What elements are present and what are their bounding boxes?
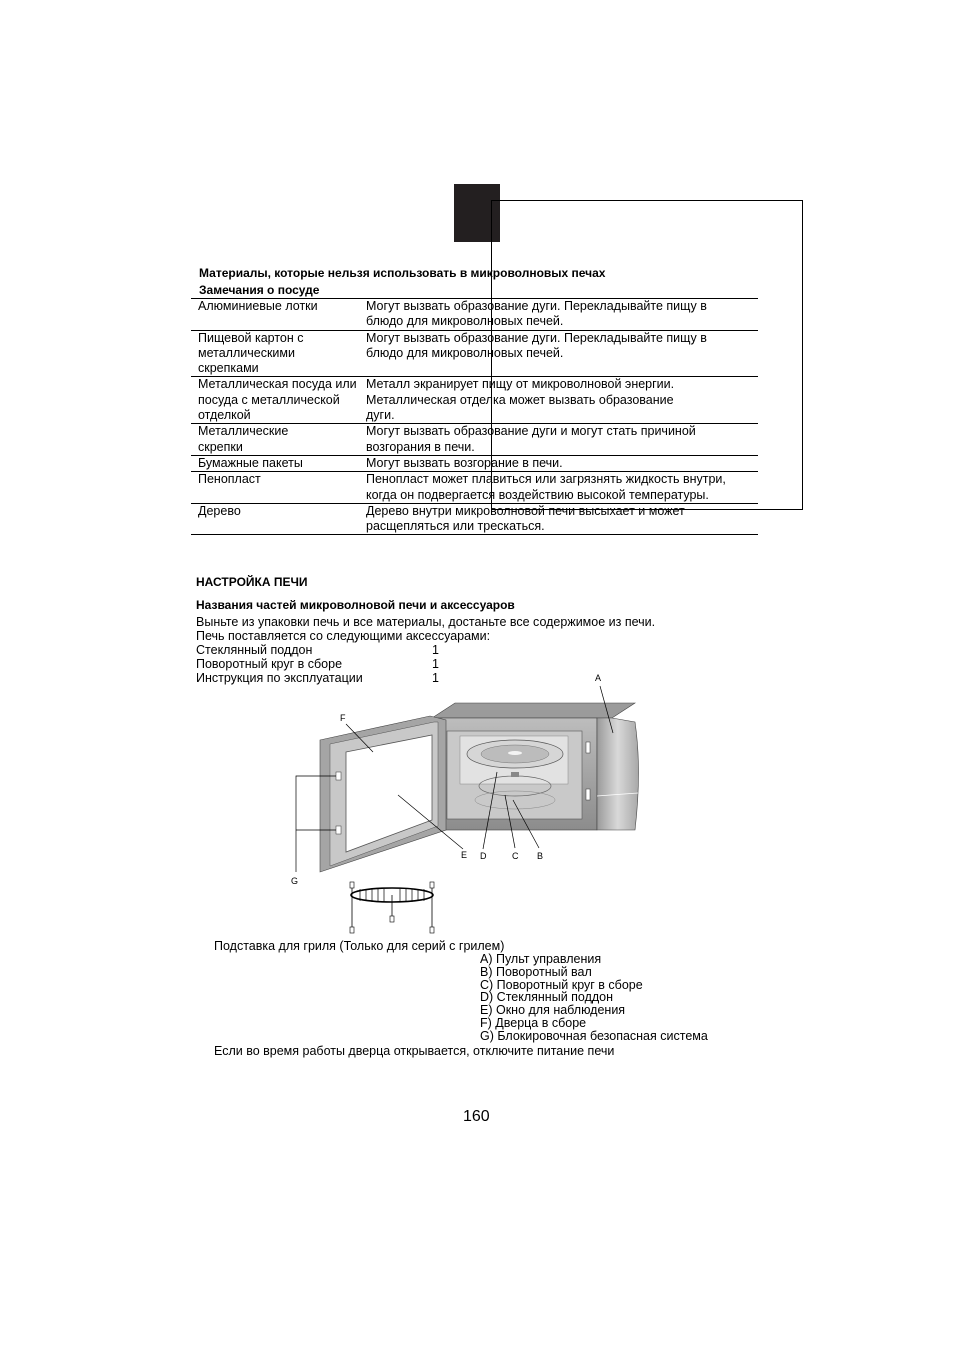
accessory-name: Инструкция по эксплуатации <box>196 671 363 685</box>
label-d: D <box>480 851 487 861</box>
accessory-qty: 1 <box>432 657 439 671</box>
legend-item: B) Поворотный вал <box>480 965 592 979</box>
table-cell-item: Металлическая посуда или посуда с металлической отделкой <box>198 377 357 423</box>
accessory-qty: 1 <box>432 671 439 685</box>
legend-item: A) Пульт управления <box>480 952 602 966</box>
label-a: A <box>595 673 602 683</box>
legend-item: G) Блокировочная безопасная система <box>480 1029 708 1043</box>
table-cell-item: Алюминиевые лотки <box>198 299 318 313</box>
intro-text: Выньте из упаковки печь и все материалы, достаньте все содержимое из печи. <box>196 615 656 629</box>
table-cell-note: Могут вызвать образование дуги. Перекладывайте пищу в блюдо для микроволновых печей. <box>366 299 707 329</box>
grill-rack-drawing <box>350 882 434 933</box>
table-cell-note: Могут вызвать образование дуги. Перекладывайте пищу в блюдо для микроволновых печей. <box>366 330 707 360</box>
table-row <box>191 503 758 535</box>
table-cell-note: Металл экранирует пищу от микроволновой энергии. Металлическая отделка может вызвать образование дуги. <box>366 377 675 423</box>
label-e: E <box>461 850 468 860</box>
latch-slot <box>586 742 590 753</box>
table-cell-note: Пенопласт может плавиться или загрязнять жидкость внутри, когда он подвергается воздействию высокой температуры. <box>366 472 726 502</box>
page-number: 160 <box>463 1108 490 1125</box>
table-cell-item: Пищевой картон с металлическими скрепками <box>198 330 304 376</box>
table-row <box>191 472 758 504</box>
setup-subtitle: Названия частей микроволновой печи и аксессуаров <box>196 598 515 612</box>
table-cell-note: Могут вызвать возгорание в печи. <box>366 455 563 470</box>
latch-slot <box>586 789 590 800</box>
label-f: F <box>340 713 346 723</box>
table-row <box>191 330 758 377</box>
table-cell-item: Дерево <box>198 503 241 518</box>
materials-table <box>191 298 758 535</box>
oven-top <box>432 703 635 718</box>
table-cell-note: Дерево внутри микроволновой печи высыхает и может расщепляться или трескаться. <box>366 503 685 534</box>
section-subtitle: Замечания о посуде <box>199 283 320 297</box>
label-c: C <box>512 851 519 861</box>
legend-item: D) Стеклянный поддон <box>480 990 614 1004</box>
table-row <box>191 299 758 331</box>
safety-warning: Если во время работы дверца открывается, отключите питание печи <box>214 1044 615 1058</box>
label-b: B <box>537 851 544 861</box>
section-title: Материалы, которые нельзя использовать в микроволновых печах <box>199 266 606 280</box>
table-cell-note: Могут вызвать образование дуги и могут стать причиной возгорания в печи. <box>366 424 696 454</box>
table-row <box>191 424 758 456</box>
microwave-diagram <box>280 668 660 943</box>
label-g: G <box>291 876 299 886</box>
intro-text: Печь поставляется со следующими аксессуарами: <box>196 629 491 643</box>
legend-item: F) Дверца в сборе <box>480 1016 587 1030</box>
table-row <box>191 377 758 424</box>
door-hook <box>336 772 341 780</box>
table-cell-item: Металлические скрепки <box>198 424 289 454</box>
accessory-name: Поворотный круг в сборе <box>196 657 343 671</box>
legend-item: C) Поворотный круг в сборе <box>480 978 643 992</box>
table-row <box>191 455 758 471</box>
grill-caption: Подставка для гриля (Только для серий с грилем) <box>214 939 505 953</box>
accessory-name: Стеклянный поддон <box>196 643 313 657</box>
accessory-qty: 1 <box>432 643 439 657</box>
control-panel <box>597 718 639 830</box>
door-hook <box>336 826 341 834</box>
table-cell-item: Бумажные пакеты <box>198 455 303 470</box>
legend-item: E) Окно для наблюдения <box>480 1003 626 1017</box>
table-cell-item: Пенопласт <box>198 472 261 487</box>
setup-title: НАСТРОЙКА ПЕЧИ <box>196 575 308 589</box>
